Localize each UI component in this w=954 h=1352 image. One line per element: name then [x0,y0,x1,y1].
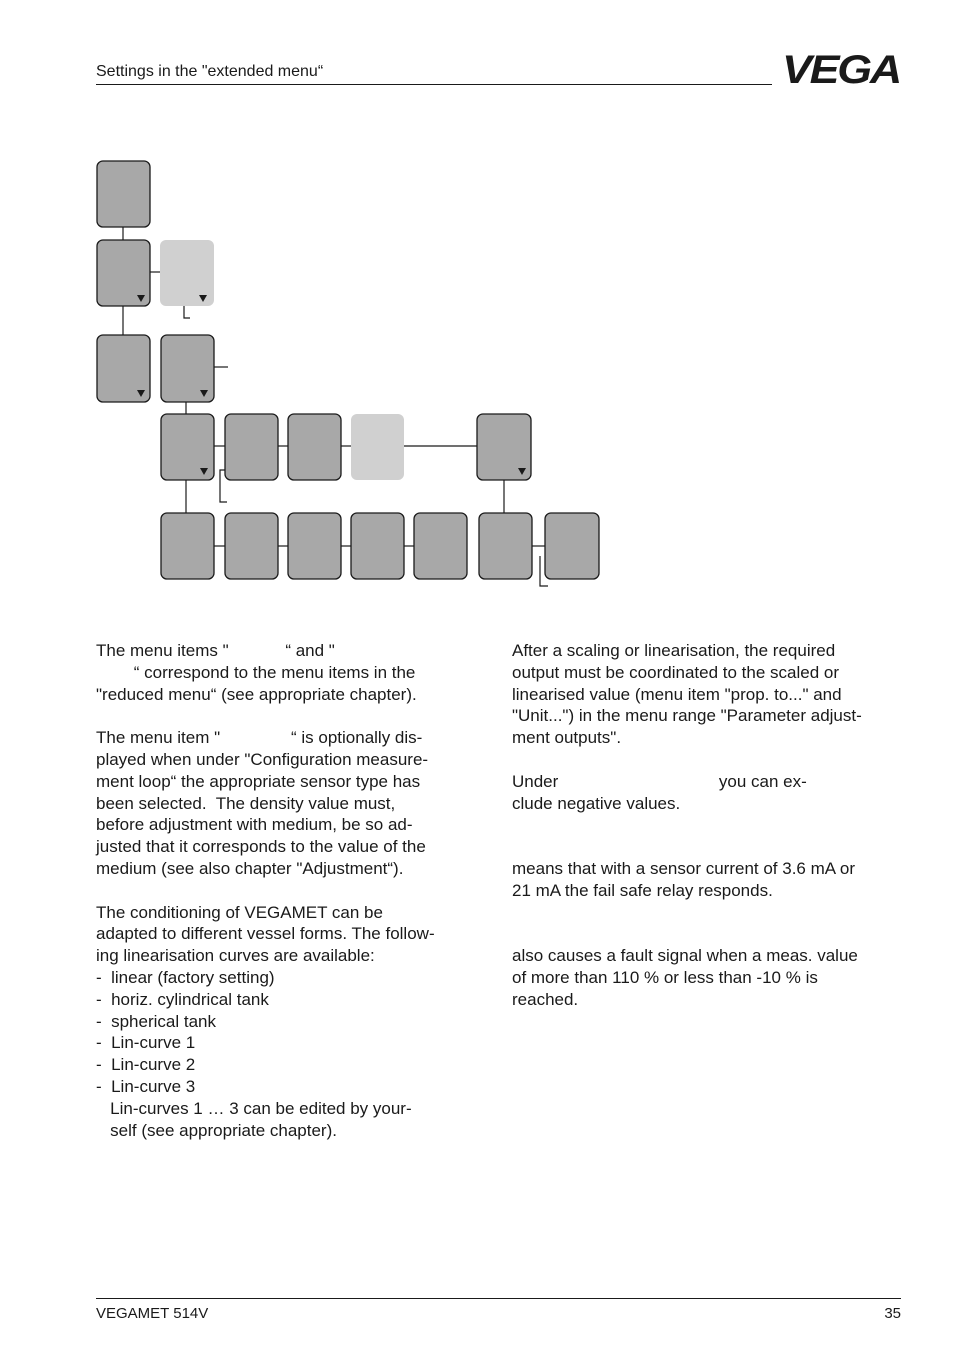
left-para-1 [96,640,484,705]
text-line: played when under "Configuration measure- [96,749,429,769]
text-line: ing linearisation curves are available: [96,946,375,966]
text-line: After a scaling or linearisation, the required [512,641,836,660]
text-line: "Unit...") in the menu range "Parameter adjust- [512,706,862,726]
right-para-2 [512,771,900,815]
text-line: adapted to different vessel forms. The follow- [96,924,435,944]
text-line: The conditioning of VEGAMET can be [96,902,383,922]
right-para-3 [512,858,900,902]
left-text-column [96,640,484,1141]
footer-page-number: 35 [884,1305,901,1322]
list-item: - Lin-curve 2 [96,1055,196,1075]
text-line: also causes a fault signal when a meas. value [512,946,858,966]
text-line: Under you can ex- [512,771,807,791]
footer-rule [96,1298,901,1299]
list-item: - spherical tank [96,1011,216,1031]
left-para-2 [96,727,484,880]
text-line: The menu items " “ and " [96,641,335,660]
text-line: self (see appropriate chapter). [96,1120,337,1140]
text-line: "reduced menu“ (see appropriate chapter). [96,684,417,704]
list-item: - linear (factory setting) [96,967,275,987]
text-line: medium (see also chapter "Adjustment“). [96,858,404,878]
menu-tree-diagram [0,0,954,620]
text-line: of more than 110 % or less than -10 % is [512,967,818,987]
left-para-3 [96,902,484,1142]
text-line: clude negative values. [512,793,681,813]
list-item: - Lin-curve 1 [96,1033,196,1053]
text-line: The menu item " “ is optionally dis- [96,728,423,748]
text-line: been selected. The density value must, [96,793,396,813]
footer-doc-name: VEGAMET 514V [96,1305,209,1322]
text-line: Lin-curves 1 … 3 can be edited by your- [96,1098,412,1118]
right-para-1 [512,640,900,749]
right-text-column [512,640,900,1011]
text-line: output must be coordinated to the scaled or [512,662,839,682]
list-item: - horiz. cylindrical tank [96,989,269,1009]
right-para-4 [512,945,900,1010]
text-line: linearised value (menu item "prop. to..." and [512,684,842,704]
text-line: 21 mA the fail safe relay responds. [512,880,773,900]
text-line: “ correspond to the menu items in the [96,662,416,682]
text-line: reached. [512,989,579,1009]
text-line: ment outputs". [512,728,622,748]
text-line: before adjustment with medium, be so ad- [96,815,413,835]
text-line: means that with a sensor current of 3.6 mA or [512,858,855,878]
text-line: justed that it corresponds to the value of the [96,837,426,857]
list-item: - Lin-curve 3 [96,1076,196,1096]
text-line: ment loop“ the appropriate sensor type has [96,771,421,791]
svg-text:VEGA: VEGA [782,52,900,86]
header-section-title: Settings in the "extended menu“ [96,63,324,80]
